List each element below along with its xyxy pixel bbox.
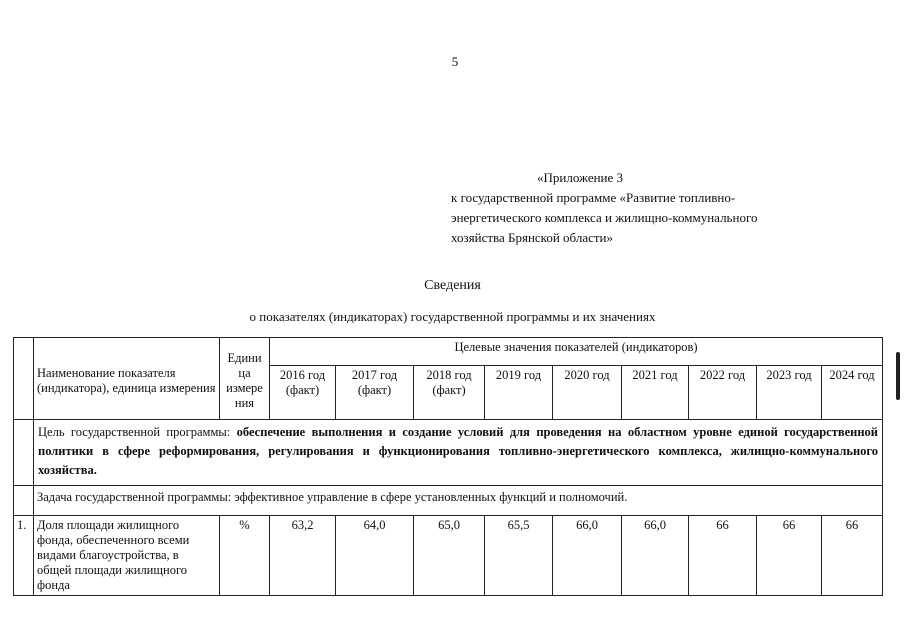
header-year: 2023 год — [757, 366, 822, 420]
header-year: 2017 год (факт) — [336, 366, 414, 420]
value-2018: 65,0 — [414, 516, 485, 596]
task-row — [14, 486, 883, 516]
header-row — [14, 338, 883, 366]
value-2021: 66,0 — [622, 516, 689, 596]
header-unit: Едини ца измере ния — [220, 338, 270, 420]
scan-mark — [896, 352, 900, 400]
program-task: Задача государственной программы: эффективное управление в сфере установленных функций и полномочий. — [34, 486, 883, 516]
value-2022: 66 — [689, 516, 757, 596]
header-year: 2020 год — [553, 366, 622, 420]
goal-num-cell — [14, 420, 34, 486]
header-target-values: Целевые значения показателей (индикаторов) — [270, 338, 883, 366]
goal-label: Цель государственной программы: — [38, 425, 237, 439]
value-2019: 65,5 — [485, 516, 553, 596]
task-num-cell — [14, 486, 34, 516]
value-2017: 64,0 — [336, 516, 414, 596]
header-year: 2022 год — [689, 366, 757, 420]
appendix-line: к государственной программе «Развитие топливно- — [451, 190, 736, 205]
header-year: 2024 год — [822, 366, 883, 420]
header-year: 2018 год (факт) — [414, 366, 485, 420]
value-2016: 63,2 — [270, 516, 336, 596]
goal-text: обеспечение выполнения и создание условий для проведения на областном уровне единой государственной политики в сфере реформирования, регулирования и функционирования топливно-энергетического комплекса, жилищно-коммунального хозяйства. — [38, 425, 879, 477]
appendix-line: энергетического комплекса и жилищно-коммунального — [451, 210, 758, 225]
table-row — [14, 516, 883, 596]
header-num-cell — [14, 338, 34, 420]
page-number: 5 — [451, 54, 459, 69]
value-2024: 66 — [822, 516, 883, 596]
goal-row — [14, 420, 883, 486]
indicator-name: Доля площади жилищного фонда, обеспеченного всеми видами благоустройства, в общей площади жилищного фонда — [34, 516, 220, 596]
header-year: 2016 год (факт) — [270, 366, 336, 420]
indicators-table — [13, 337, 883, 596]
document-title: Сведения — [424, 278, 481, 293]
indicator-unit: % — [220, 516, 270, 596]
value-2020: 66,0 — [553, 516, 622, 596]
appendix-line: хозяйства Брянской области» — [451, 230, 614, 245]
appendix-title: «Приложение 3 — [537, 170, 624, 185]
header-year: 2021 год — [622, 366, 689, 420]
program-goal — [34, 420, 883, 486]
value-2023: 66 — [757, 516, 822, 596]
header-year: 2019 год — [485, 366, 553, 420]
document-subtitle: о показателях (индикаторах) государственной программы и их значениях — [249, 309, 656, 324]
appendix-header — [451, 168, 871, 248]
header-indicator-name: Наименование показателя (индикатора), единица измерения — [34, 338, 220, 420]
row-number: 1. — [14, 516, 34, 596]
